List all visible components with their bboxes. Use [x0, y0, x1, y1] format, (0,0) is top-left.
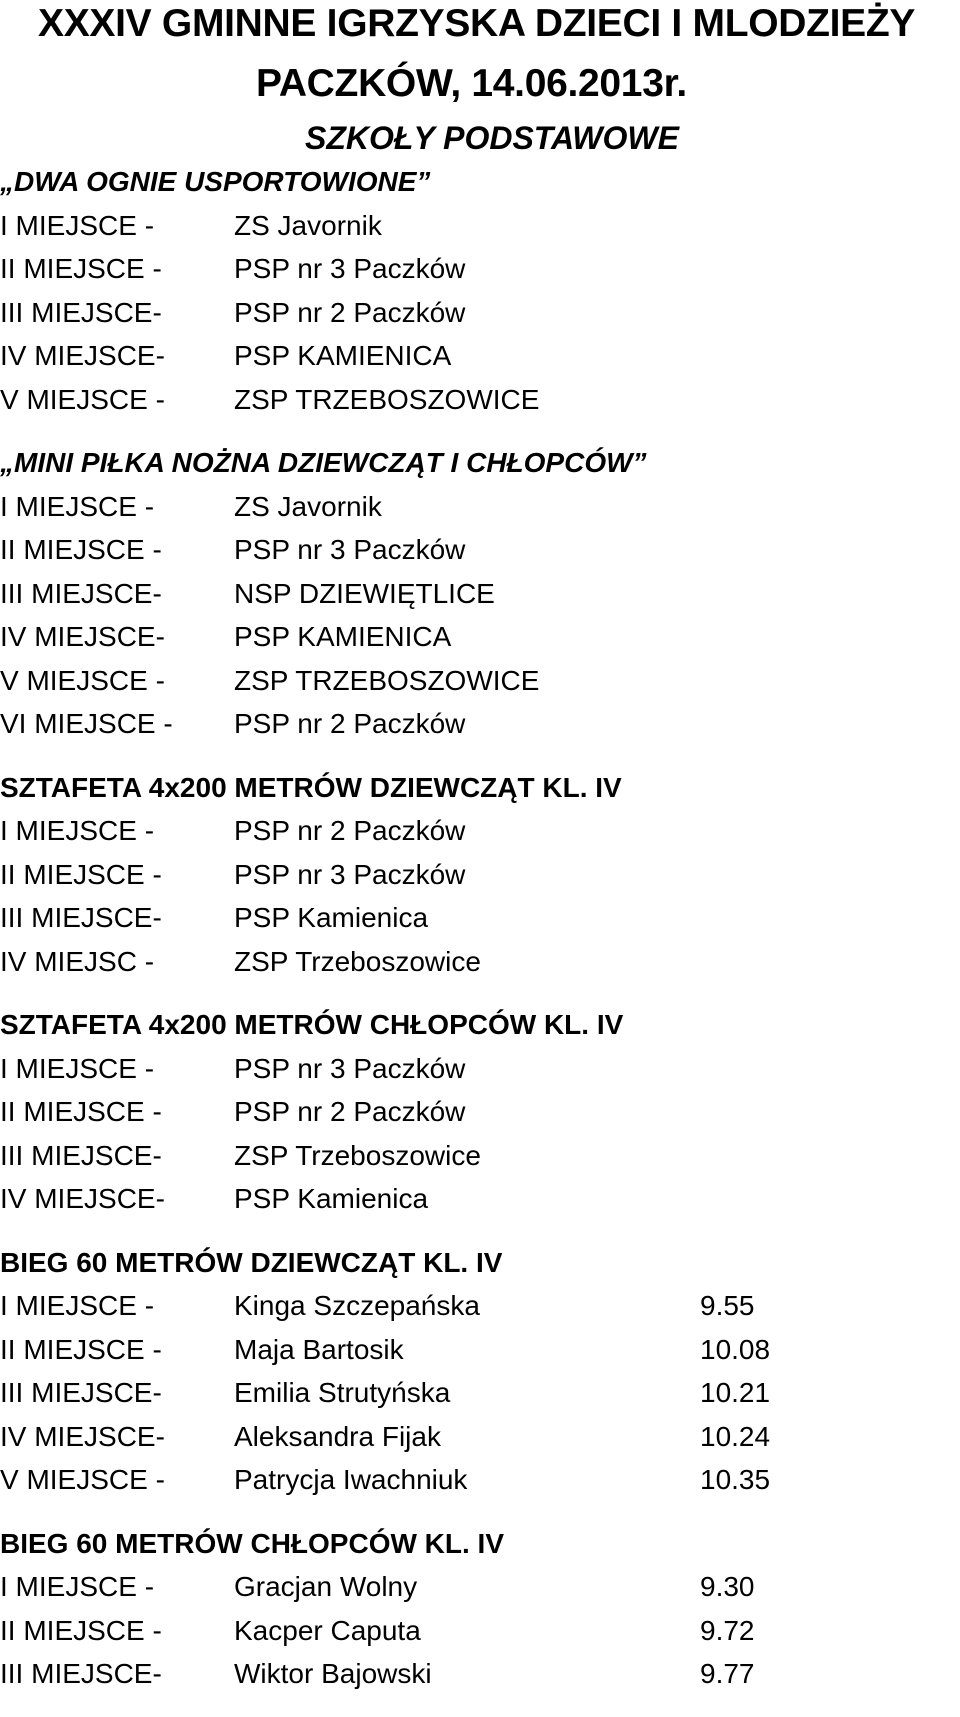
- section-header: SZTAFETA 4x200 METRÓW CHŁOPCÓW KL. IV: [0, 1009, 624, 1040]
- place-label: I MIEJSCE -: [0, 815, 155, 846]
- place-label: III MIEJSCE-: [0, 296, 162, 328]
- participant-name: PSP Kamienica: [234, 902, 429, 933]
- place-label: VI MIEJSCE -: [0, 708, 173, 739]
- place-label: II MIEJSCE -: [0, 1096, 162, 1127]
- result-row: [0, 1284, 960, 1328]
- place-label: III MIEJSCE-: [0, 577, 162, 609]
- participant-name: PSP nr 2 Paczków: [234, 815, 466, 846]
- result-row: [0, 1609, 960, 1653]
- place-label: V MIEJSCE -: [0, 664, 165, 696]
- place-label: III MIEJSCE-: [0, 1658, 162, 1689]
- participant-name: ZSP Trzeboszowice: [234, 1139, 481, 1171]
- result-row: [0, 659, 960, 703]
- participant-name: Gracjan Wolny: [234, 1571, 418, 1602]
- section-header: SZTAFETA 4x200 METRÓW DZIEWCZĄT KL. IV: [0, 771, 622, 803]
- result-row: [0, 378, 960, 422]
- result-row: [0, 1047, 960, 1091]
- result-row: [0, 204, 960, 248]
- result-row: [0, 1565, 960, 1609]
- results-sections: [0, 160, 960, 1716]
- result-time: 10.21: [700, 1377, 771, 1408]
- participant-name: PSP KAMIENICA: [234, 340, 452, 371]
- section-header: „DWA OGNIE USPORTOWIONE”: [0, 166, 431, 197]
- place-label: II MIEJSCE -: [0, 858, 162, 890]
- result-row: [0, 1458, 960, 1502]
- participant-name: PSP nr 3 Paczków: [234, 1052, 466, 1084]
- participant-name: ZS Javornik: [234, 209, 382, 241]
- participant-name: PSP nr 3 Paczków: [234, 534, 466, 565]
- results-section: [0, 160, 960, 421]
- results-section: [0, 766, 960, 984]
- result-time: 10.08: [700, 1333, 771, 1365]
- results-section: [0, 1522, 960, 1696]
- participant-name: ZSP TRZEBOSZOWICE: [234, 383, 540, 415]
- result-row: [0, 1371, 960, 1415]
- document-title-line2: PACZKÓW, 14.06.2013r.: [256, 62, 687, 105]
- result-time: 9.72: [700, 1614, 755, 1646]
- document-title-line1: XXXIV GMINNE IGRZYSKA DZIECI I MLODZIEŻY: [38, 2, 916, 45]
- place-label: II MIEJSCE -: [0, 1333, 162, 1365]
- result-row: [0, 1177, 960, 1221]
- place-label: II MIEJSCE -: [0, 534, 162, 565]
- place-label: I MIEJSCE -: [0, 1290, 155, 1321]
- participant-name: PSP nr 2 Paczków: [234, 1096, 466, 1127]
- result-row: [0, 1328, 960, 1372]
- result-row: [0, 702, 960, 746]
- place-label: III MIEJSCE-: [0, 902, 162, 933]
- place-label: IV MIEJSC -: [0, 945, 155, 977]
- result-time: 9.55: [700, 1290, 755, 1321]
- section-header: BIEG 60 METRÓW CHŁOPCÓW KL. IV: [0, 1527, 505, 1559]
- participant-name: Kacper Caputa: [234, 1614, 421, 1646]
- result-row: [0, 1134, 960, 1178]
- place-label: II MIEJSCE -: [0, 253, 162, 284]
- place-label: I MIEJSCE -: [0, 1571, 155, 1602]
- participant-name: PSP nr 3 Paczków: [234, 253, 466, 284]
- result-time: 10.35: [700, 1464, 771, 1495]
- result-row: [0, 615, 960, 659]
- participant-name: PSP nr 3 Paczków: [234, 858, 466, 890]
- result-row: [0, 940, 960, 984]
- participant-name: Emilia Strutyńska: [234, 1377, 451, 1408]
- results-section: [0, 1241, 960, 1502]
- result-row: [0, 528, 960, 572]
- participant-name: Aleksandra Fijak: [234, 1420, 441, 1452]
- place-label: II MIEJSCE -: [0, 1614, 162, 1646]
- result-row: [0, 247, 960, 291]
- place-label: III MIEJSCE-: [0, 1377, 162, 1408]
- participant-name: ZSP Trzeboszowice: [234, 945, 481, 977]
- participant-name: ZS Javornik: [234, 490, 382, 522]
- results-section: [0, 1003, 960, 1221]
- place-label: IV MIEJSCE-: [0, 1420, 165, 1452]
- place-label: IV MIEJSCE-: [0, 1183, 165, 1214]
- place-label: IV MIEJSCE-: [0, 621, 165, 652]
- section-header: „MINI PIŁKA NOŻNA DZIEWCZĄT I CHŁOPCÓW”: [0, 447, 647, 478]
- place-label: I MIEJSCE -: [0, 1052, 155, 1084]
- result-row: [0, 572, 960, 616]
- result-time: 10.24: [700, 1420, 771, 1452]
- participant-name: NSP DZIEWIĘTLICE: [234, 577, 495, 609]
- participant-name: Wiktor Bajowski: [234, 1658, 432, 1689]
- place-label: III MIEJSCE-: [0, 1139, 162, 1171]
- result-row: [0, 809, 960, 853]
- result-row: [0, 1090, 960, 1134]
- participant-name: Kinga Szczepańska: [234, 1290, 480, 1321]
- participant-name: Patrycja Iwachniuk: [234, 1464, 468, 1495]
- result-row: [0, 853, 960, 897]
- place-label: V MIEJSCE -: [0, 383, 165, 415]
- result-row: [0, 291, 960, 335]
- result-row: [0, 334, 960, 378]
- document-subtitle: SZKOŁY PODSTAWOWE: [305, 120, 679, 156]
- place-label: IV MIEJSCE-: [0, 340, 165, 371]
- participant-name: ZSP TRZEBOSZOWICE: [234, 664, 540, 696]
- result-row: [0, 1652, 960, 1696]
- participant-name: PSP nr 2 Paczków: [234, 296, 466, 328]
- result-time: 9.77: [700, 1658, 755, 1689]
- result-time: 9.30: [700, 1571, 755, 1602]
- participant-name: PSP KAMIENICA: [234, 621, 452, 652]
- place-label: I MIEJSCE -: [0, 490, 155, 522]
- result-row: [0, 896, 960, 940]
- participant-name: PSP nr 2 Paczków: [234, 708, 466, 739]
- place-label: I MIEJSCE -: [0, 209, 155, 241]
- results-section: [0, 441, 960, 746]
- participant-name: Maja Bartosik: [234, 1333, 404, 1365]
- participant-name: PSP Kamienica: [234, 1183, 429, 1214]
- section-header: BIEG 60 METRÓW DZIEWCZĄT KL. IV: [0, 1246, 503, 1278]
- result-row: [0, 485, 960, 529]
- result-row: [0, 1415, 960, 1459]
- place-label: V MIEJSCE -: [0, 1464, 165, 1495]
